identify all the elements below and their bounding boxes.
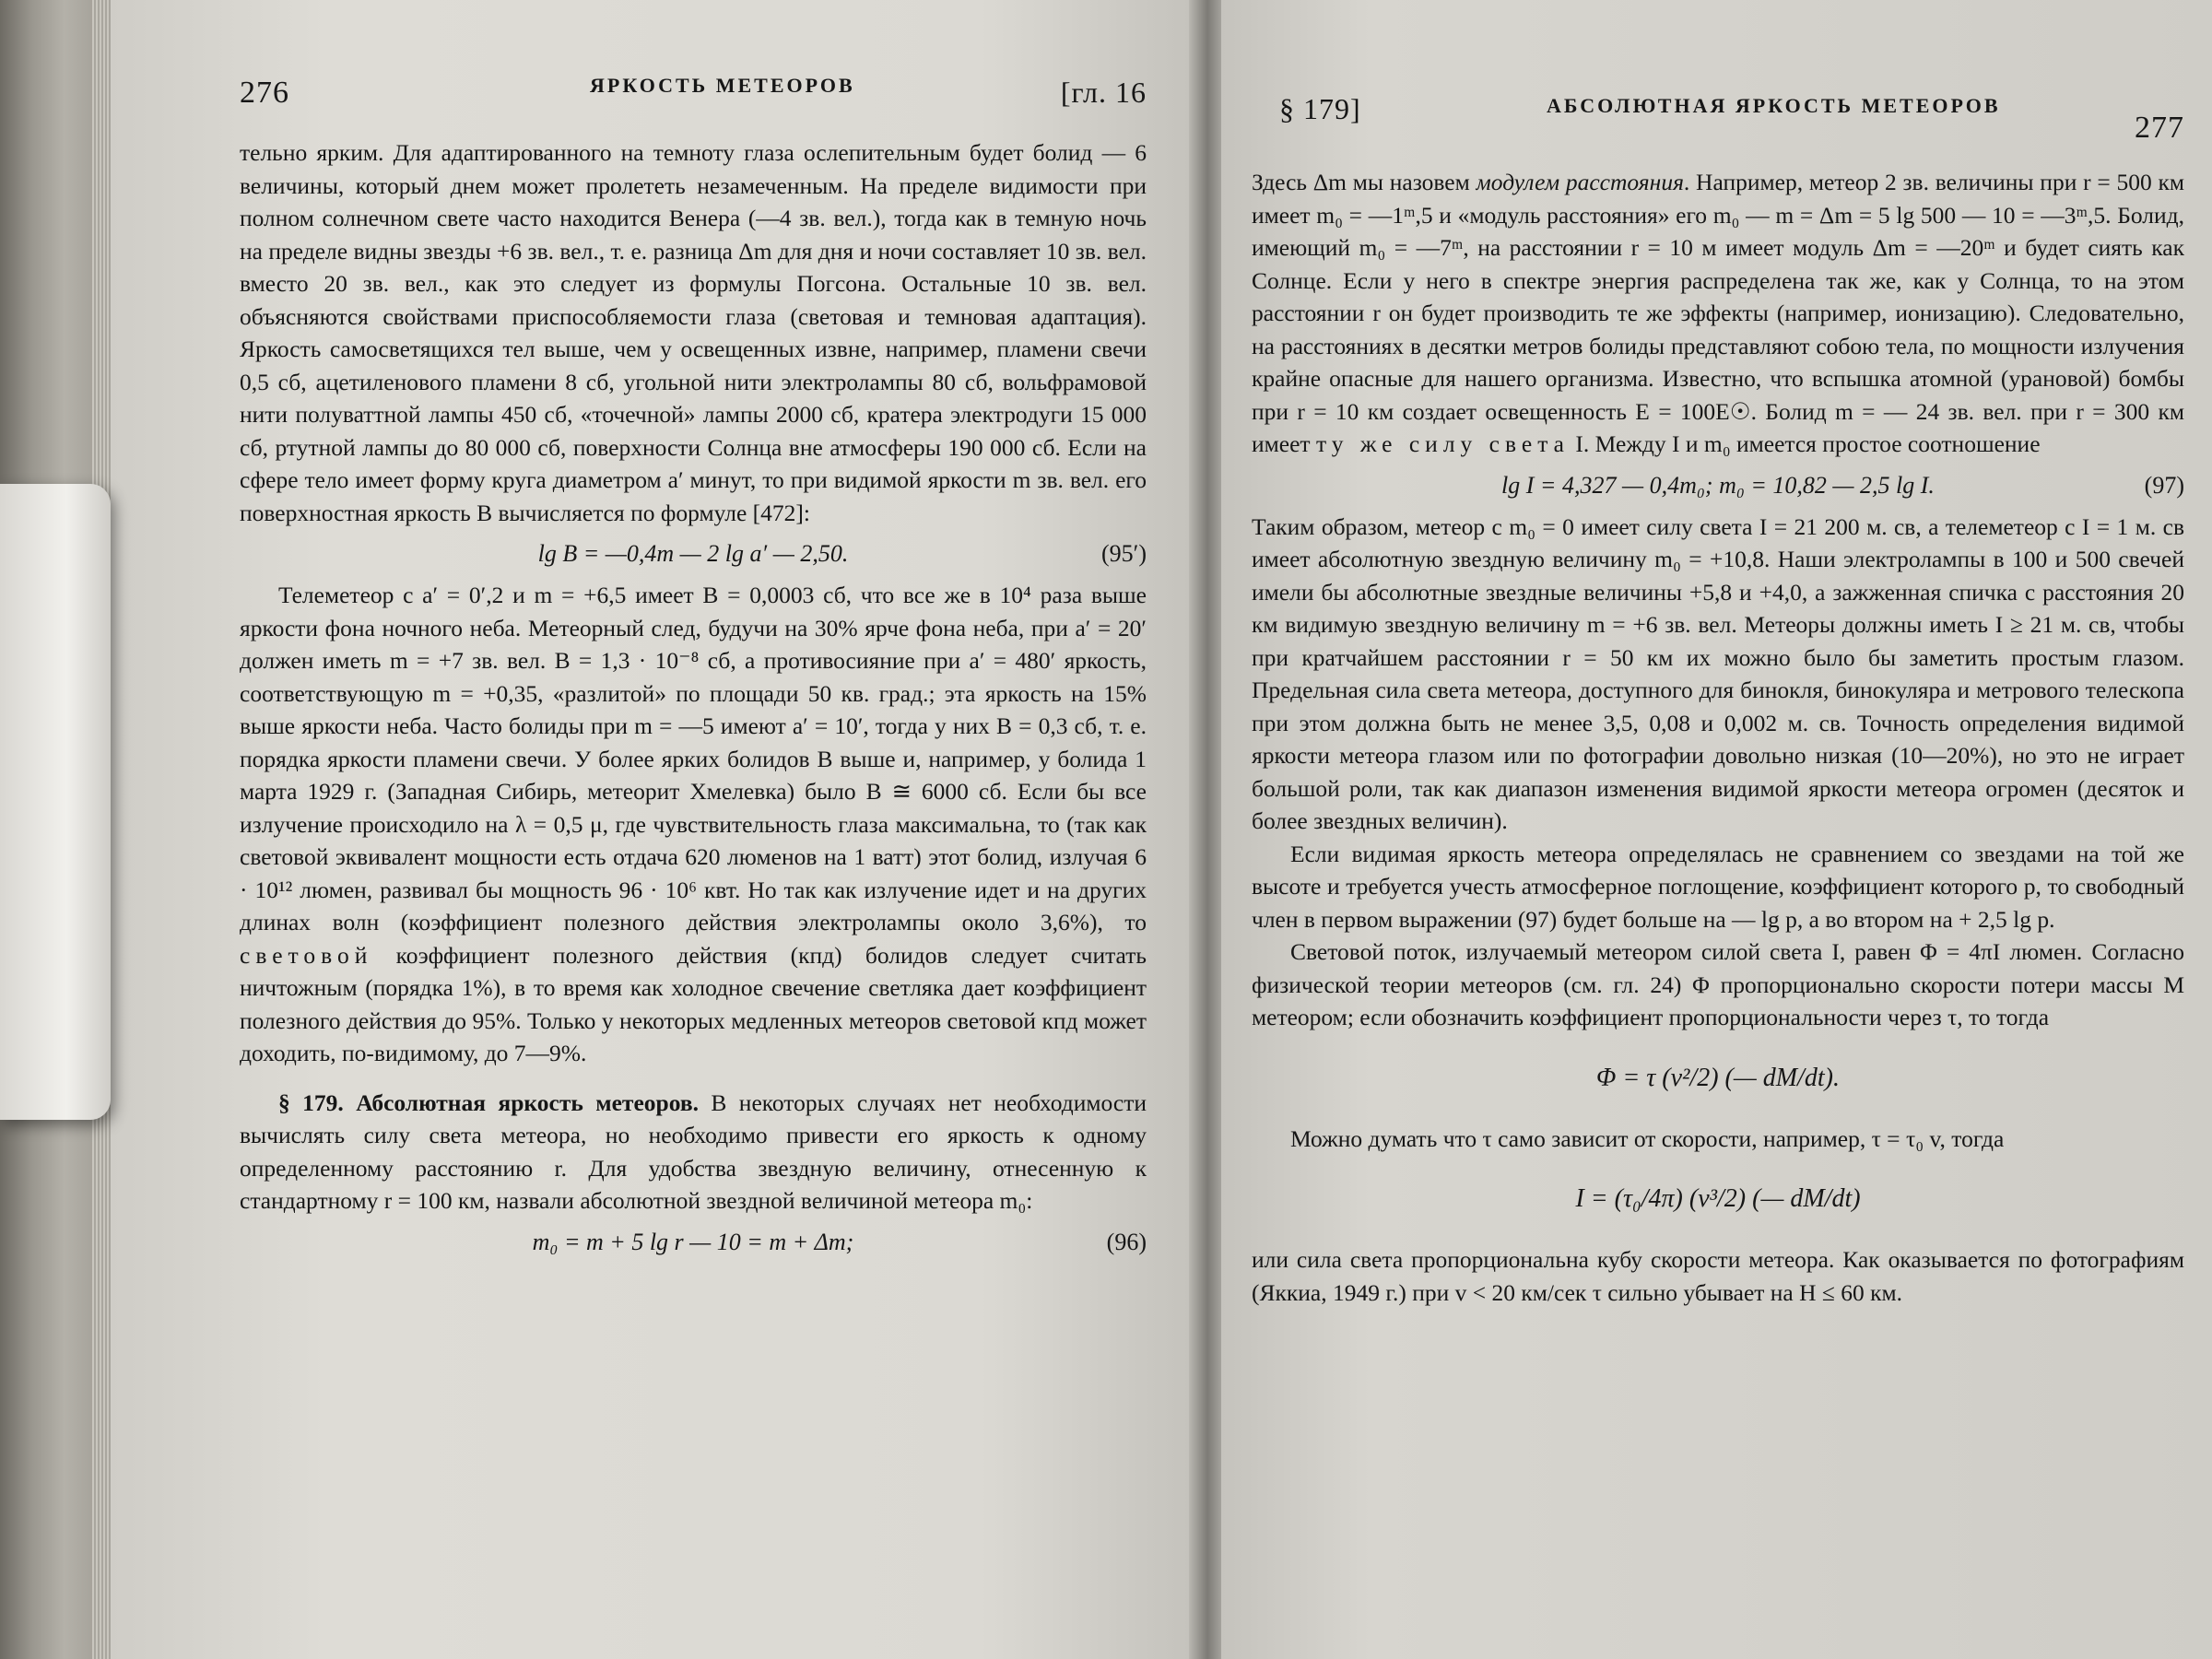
right-body (1252, 166, 2184, 1309)
right-para-1-a: Здесь Δm мы назовем (1252, 169, 1477, 195)
formula-96 (240, 1218, 1147, 1267)
right-para-5: Можно думать что τ само зависит от скорости, например, τ = τ₀ v, тогда (1290, 1124, 2005, 1152)
left-body (240, 136, 1147, 1267)
section-179-para (240, 1087, 1147, 1218)
formula-95-number: (95′) (1100, 540, 1147, 567)
right-running-head (1252, 55, 2184, 145)
left-para-2-a: Телеметеор с a′ = 0′,2 и m = +6,5 имеет B = 0,0003 сб, что все же в 10⁴ раза выше яркости фона ночного неба. Метеорный след, будучи на 30% ярче фона неба, при a′ = 20′ должен иметь m = +7 зв. вел. B = 1,3 · 10⁻⁸ сб, а противосияние при a′ = 480′ яркость, соответствующую m = +0,35, «разлитой» по площади 50 кв. град.; эта яркость на 15% выше яркости неба. Часто болиды при m = —5 имеют a′ = 10′, тогда у них B = 0,3 сб, т. е. порядка яркости пламени свечи. У более ярких болидов B выше и, например, у болида 1 марта 1929 г. (Западная Сибирь, метеорит Хмелевка) было B ≅ 6000 сб. Если бы все излучение происходило на λ = 0,5 μ, где чувствительность глаза максимальна, то (так как световой эквивалент мощности есть отдача 620 люменов на 1 ватт) этот болид, излучая 6 · 10¹² люмен, развивал бы мощность 96 · 10⁶ квт. Но так как излучение идет и на других длинах волн (коэффициент полезного действия электролампы около 3,6%), то (240, 582, 1147, 935)
right-para-1 (1252, 166, 2184, 461)
foreground-object (0, 484, 111, 1120)
right-para-1-spaced: ту же силу света (1315, 430, 1570, 457)
left-para-2-spaced: световой (240, 941, 373, 969)
right-para-1-b: . Например, метеор 2 зв. величины при r = 500 км имеет m₀ = —1ᵐ,5 и «модуль расстояния» его m₀ — m = Δm = 5 lg 500 — 10 = —3ᵐ,5. Болид, имеющий m₀ = —7ᵐ, на расстоянии r = 10 м имеет модуль Δm = —20ᵐ и будет сиять как Солнце. Если у него в спектре энергия распределена так же, как у Солнца, то на этом расстоянии r он будет производить те же эффекты (например, ионизацию). Следовательно, на расстояниях в десятки метров болиды представляют собою тела, по мощности излучения крайне опасные для нашего организма. Известно, что вспышка атомной (урановой) бомбы при r = 10 км создает освещенность E = 100E☉. Болид m = — 24 зв. вел. при r = 300 км имеет (1252, 169, 2184, 457)
left-running-title: ЯРКОСТЬ МЕТЕОРОВ (590, 74, 855, 97)
left-page-number: 276 (240, 76, 289, 110)
formula-97 (1252, 461, 2184, 511)
formula-flux-expression: Φ = τ (v²/2) (— dM/dt). (1596, 1063, 1840, 1092)
formula-96-expression: m₀ = m + 5 lg r — 10 = m + Δm; (532, 1228, 854, 1255)
right-para-2: Таким образом, метеор с m₀ = 0 имеет силу света I = 21 200 м. св, а телеметеор с I = 1 м. св имеет абсолютную звездную величину m₀ = +10,8. Наши электролампы в 100 и 500 свечей имели бы абсолютные звездные величины +5,8 и +4,0, а зажженная спичка с расстояния 20 км видимую звездную величину m = +6 зв. вел. Метеоры должны иметь I ≥ 21 м. св, чтобы при кратчайшем расстоянии r = 50 км их можно было бы заметить простым глазом. Предельная сила света метеора, доступного для бинокля, бинокуляра и метрового телескопа при этом должна быть не менее 3,5, 0,08 и 0,002 м. св. Точность определения видимой яркости метеора глазом или по фотографии довольно низкая (10—20%), но это не играет большой роли, так как диапазон изменения видимой яркости метеора огромен (десяток и более звездных величин). (1252, 512, 2184, 834)
right-para-1-c: I. Между I и m₀ имеется простое соотношение (1569, 430, 2041, 457)
left-para-2 (240, 579, 1147, 1070)
right-para-1-term: модулем расстояния (1476, 169, 1684, 195)
formula-96-number: (96) (1106, 1228, 1147, 1255)
left-para-1: тельно ярким. Для адаптированного на темноту глаза ослепительным будет болид — 6 величины, который днем может пролететь незамеченным. На пределе видимости при полном солнечном свете часто находится Венера (—4 зв. вел.), тогда как в темную ночь на пределе видны звезды +6 зв. вел., т. е. разница Δm для дня и ночи составляет 10 зв. вел. вместо 20 зв. вел., как это следует из формулы Погсона. Остальные 10 зв. вел. объясняются свойствами приспособляемости глаза (световая и темновая адаптация). Яркость самосветящихся тел выше, чем у освещенных извне, например, пламени свечи 0,5 сб, ацетиленового пламени 8 сб, угольной нити электролампы 80 сб, вольфрамовой нити полуваттной лампы 450 сб, «точечной» лампы 2000 сб, кратера электродуги 15 000 сб, ртутной лампы до 80 000 сб, поверхности Солнца вне атмосферы 190 000 сб. Если на сфере тело имеет форму круга диаметром a′ минут, то при видимой яркости m зв. вел. его поверхностная яркость B вычисляется по формуле [472]: (240, 139, 1147, 526)
right-page-number: 277 (2135, 111, 2184, 145)
right-para-3: Если видимая яркость метеора определялась не сравнением со звездами на той же высоте и требуется учесть атмосферное поглощение, коэффициент которого p, то свободный член в первом выражении (97) будет больше на — lg p, а во втором на + 2,5 lg p. (1252, 840, 2184, 933)
formula-95-expression: lg B = —0,4m — 2 lg a′ — 2,50. (537, 540, 849, 567)
right-section-ref: § 179] (1279, 92, 1361, 125)
left-running-head (240, 55, 1147, 111)
right-running-title: АБСОЛЮТНАЯ ЯРКОСТЬ МЕТЕОРОВ (1547, 94, 2001, 117)
left-chapter-ref: [гл. 16 (1060, 76, 1147, 109)
section-179-heading: § 179. Абсолютная яркость метеоров. (278, 1088, 699, 1116)
right-para-4: Световой поток, излучаемый метеором силой света I, равен Φ = 4πI люмен. Согласно физической теории метеоров (см. гл. 24) Φ пропорционально скорости потери массы M метеором; если обозначить коэффициент пропорциональности через τ, то тогда (1252, 938, 2184, 1030)
formula-97-expression: lg I = 4,327 — 0,4m₀; m₀ = 10,82 — 2,5 lg I. (1501, 471, 1935, 499)
formula-intensity-expression: I = (τ₀/4π) (v³/2) (— dM/dt) (1575, 1184, 1861, 1213)
right-para-6: или сила света пропорциональна кубу скорости метеора. Как оказывается по фотографиям (Яккиа, 1949 г.) при v < 20 км/сек τ сильно убывает на H ≤ 60 км. (1252, 1246, 2184, 1306)
formula-flux (1252, 1034, 2184, 1123)
book-gutter (1189, 0, 1226, 1659)
section-179-text: В некоторых случаях нет необходимости вычислять силу света метеора, но необходимо привести его яркость к одному определенному расстоянию r. Для удобства звездную величину, отнесенную к стандартному r = 100 км, назвали абсолютной звездной величиной метеора m₀: (240, 1088, 1147, 1214)
left-para-2-b: коэффициент полезного действия (кпд) болидов следует считать ничтожным (порядка 1%), в то время как холодное свечение светляка дает коэффициент полезного действия до 95%. Только у некоторых медленных метеоров световой кпд может доходить, по-видимому, до 7—9%. (240, 941, 1147, 1066)
left-page (111, 0, 1198, 1659)
right-page (1221, 0, 2212, 1659)
formula-95 (240, 529, 1147, 579)
formula-intensity (1252, 1155, 2184, 1243)
formula-97-number: (97) (2144, 471, 2184, 499)
